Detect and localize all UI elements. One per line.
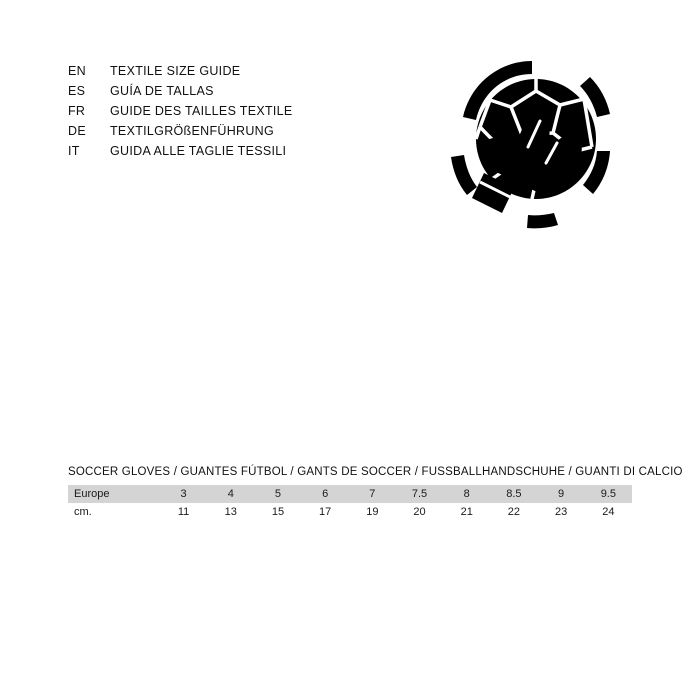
row-label: cm. — [68, 503, 160, 521]
language-title: TEXTILE SIZE GUIDE — [110, 64, 241, 78]
table-cell: 6 — [322, 488, 329, 500]
language-code: EN — [68, 64, 86, 78]
table-cell: 21 — [443, 503, 490, 521]
table-cell: 17 — [302, 503, 349, 521]
language-title: TEXTILGRÖßENFÜHRUNG — [110, 124, 275, 138]
language-code: IT — [68, 144, 80, 158]
language-code: DE — [68, 124, 86, 138]
table-cell: 3 — [180, 488, 187, 500]
language-row — [68, 144, 398, 164]
language-title-list — [68, 64, 398, 164]
language-title: GUIDE DES TAILLES TEXTILE — [110, 104, 293, 118]
table-cell: 8 — [463, 488, 470, 500]
goalkeeper-glove-and-soccer-ball-icon — [440, 55, 625, 240]
table-cell: 22 — [490, 503, 537, 521]
table-cell: 19 — [349, 503, 396, 521]
table-cell: 20 — [396, 503, 443, 521]
row-label: Europe — [74, 488, 110, 500]
table-row-europe — [68, 485, 632, 503]
table-cell: 9.5 — [600, 488, 616, 500]
language-title: GUIDA ALLE TAGLIE TESSILI — [110, 144, 287, 158]
table-cell: 7.5 — [411, 488, 428, 500]
table-caption: SOCCER GLOVES / GUANTES FÚTBOL / GANTS DE SOCCER / FUSSBALLHANDSCHUHE / GUANTI DI CALCIO — [68, 466, 683, 478]
language-row — [68, 104, 398, 124]
language-code: ES — [68, 84, 86, 98]
language-code: FR — [68, 104, 86, 118]
table-cell: 4 — [227, 488, 234, 500]
language-title: GUÍA DE TALLAS — [110, 84, 214, 98]
size-table — [68, 485, 632, 521]
table-cell: 13 — [207, 503, 254, 521]
table-cell: 7 — [369, 488, 376, 500]
table-cell: 24 — [585, 503, 632, 521]
table-cell: 9 — [558, 488, 565, 500]
table-cell: 23 — [538, 503, 585, 521]
size-table-block — [68, 466, 683, 521]
table-cell: 11 — [160, 503, 207, 521]
table-cell: 5 — [274, 488, 282, 500]
table-row-cm — [68, 503, 632, 521]
language-row — [68, 124, 398, 144]
language-row — [68, 84, 398, 104]
language-row — [68, 64, 398, 84]
table-cell: 15 — [254, 503, 301, 521]
table-cell: 8.5 — [506, 488, 522, 500]
